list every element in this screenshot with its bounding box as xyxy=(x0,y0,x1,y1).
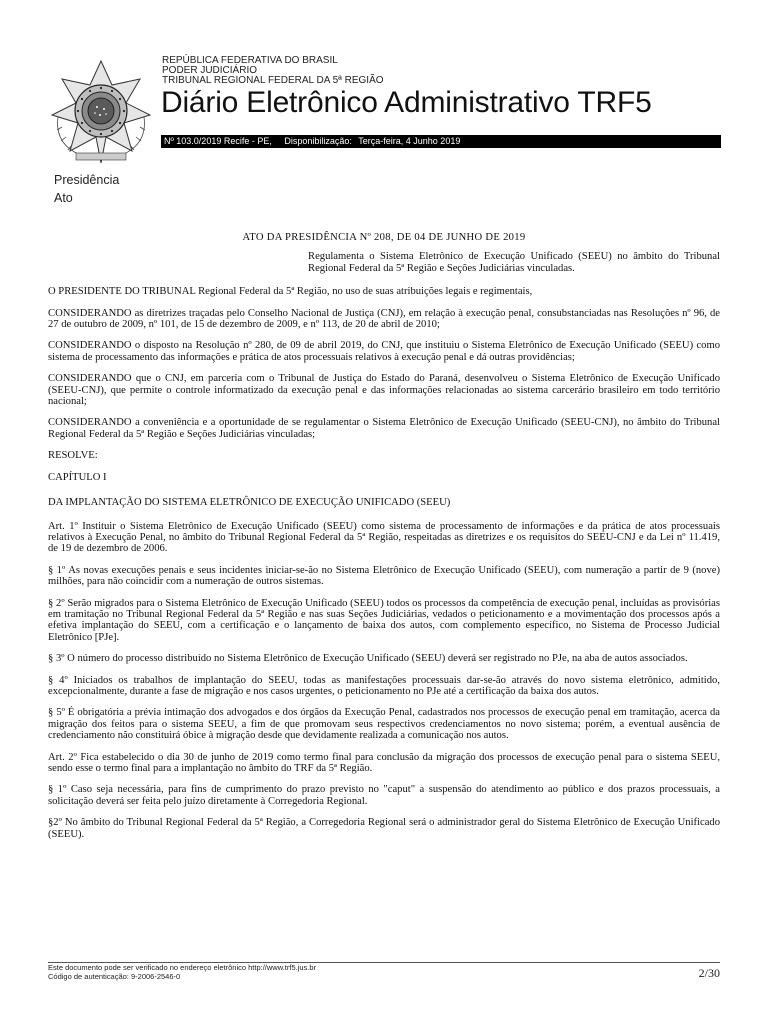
verification-note: Este documento pode ser verificado no endereço eletrônico http://www.trf5.jus.br xyxy=(48,963,317,972)
brazil-coat-of-arms-icon xyxy=(46,57,156,167)
article-paragraph: § 3º O número do processo distribuído no Sistema Eletrônico de Execução Unificado (SEEU) deverá ser registrado no PJe, na aba de autos associados. xyxy=(48,653,688,665)
considerando-paragraph: CONSIDERANDO a conveniência e a oportunidade de se regulamentar o Sistema Eletrônico de Execução Unificado (SEEU-CNJ), no âmbito do Tribunal Regional Federal da 5ª Região e Seções Judiciárias vinculadas; xyxy=(48,417,720,440)
article-paragraph: §2º No âmbito do Tribunal Regional Federal da 5ª Região, a Corregedoria Regional será o administrador geral do Sistema Eletrônico de Execução Unificado (SEEU). xyxy=(48,817,720,840)
article-paragraph: § 4º Iniciados os trabalhos de implantação do SEEU, todas as manifestações processuais dar-se-ão através do novo sistema eletrônico, admitido, excepcionalmente, durante a fase de migração e nos casos urgentes, o peticionamento no PJe até a certificação da baixa dos autos. xyxy=(48,674,720,697)
header-judiciary: PODER JUDICIÁRIO xyxy=(162,65,258,76)
resolve-label: RESOLVE: xyxy=(48,450,98,462)
article-paragraph: § 1º As novas execuções penais e seus incidentes iniciar-se-ão no Sistema Eletrônico de Execução Unificado (SEEU), com numeração a partir de 9 (nove) milhões, para não coincidir com a numeração de outros sistemas. xyxy=(48,564,720,588)
page-number: 2/30 xyxy=(698,966,720,980)
act-title: ATO DA PRESIDÊNCIA Nº 208, DE 04 DE JUNHO DE 2019 xyxy=(242,232,526,243)
header-republic: REPÚBLICA FEDERATIVA DO BRASIL xyxy=(162,55,338,66)
chapter-title: DA IMPLANTAÇÃO DO SISTEMA ELETRÔNICO DE EXECUÇÃO UNIFICADO (SEEU) xyxy=(48,497,451,509)
section-type: Ato xyxy=(54,191,73,205)
footer xyxy=(48,964,316,981)
article-paragraph: § 1º Caso seja necessária, para fins de cumprimento do prazo previsto no "caput" a suspensão do atendimento ao público e dos prazos processuais, a solicitação deverá ser feita pelo juízo diretamente à Corregedoria Regional. xyxy=(48,784,720,807)
act-ementa: Regulamenta o Sistema Eletrônico de Execução Unificado (SEEU) no âmbito do Tribunal Regional Federal da 5ª Região e Seções Judiciárias vinculadas. xyxy=(308,251,720,274)
header-court: TRIBUNAL REGIONAL FEDERAL DA 5ª REGIÃO xyxy=(162,75,384,86)
availability-label: Disponibilização: xyxy=(284,136,352,146)
article-paragraph: § 5º É obrigatória a prévia intimação dos advogados e dos órgãos da Execução Penal, cadastrados nos processos de execução penal em tramitação, acerca da migração dos feitos para o sistema SEEU, a fim de que promovam seus respectivos credenciamentos no novo sistema; porém, a eventual ausência de credenciamento não constituirá óbice à migração desde que devidamente realizada a comunicação nos autos. xyxy=(48,707,720,742)
considerando-paragraph: CONSIDERANDO que o CNJ, em parceria com o Tribunal de Justiça do Estado do Paraná, desenvolveu o Sistema Eletrônico de Execução Unificado (SEEU-CNJ), que permite o controle informatizado da execução penal e das informações relacionadas ao sistema carcerário brasileiro em todo território nacional; xyxy=(48,373,720,408)
article-paragraph: Art. 2º Fica estabelecido o dia 30 de junho de 2019 como termo final para conclusão da migração dos processos de execução penal para o sistema SEEU, sendo esse o termo final para a implantação no âmbito do TRF da 5ª Região. xyxy=(48,751,720,774)
considerando-paragraph: CONSIDERANDO as diretrizes traçadas pelo Conselho Nacional de Justiça (CNJ), em relação à execução penal, consubstanciadas nas Resoluções nº 96, de 27 de outubro de 2009, nº 101, de 15 de dezembro de 2009, e nº 113, de 20 de abril de 2010; xyxy=(48,307,720,331)
issue-bar xyxy=(161,135,721,148)
section-name: Presidência xyxy=(54,173,120,187)
authentication-code: Código de autenticação: 9-2006-2546-0 xyxy=(48,971,181,981)
journal-title: Diário Eletrônico Administrativo TRF5 xyxy=(161,86,652,119)
preamble-paragraph: O PRESIDENTE DO TRIBUNAL Regional Federal da 5ª Região, no uso de suas atribuições legais e regimentais, xyxy=(48,286,533,298)
issue-number: Nº 103.0/2019 Recife - PE, xyxy=(164,136,272,146)
availability-date: Terça-feira, 4 Junho 2019 xyxy=(358,136,461,146)
article-paragraph: Art. 1º Instituir o Sistema Eletrônico de Execução Unificado (SEEU) como sistema de processamento de informações e da prática de atos processuais relativos à Execução Penal, no âmbito do Tribunal Regional Federal da 5ª Região, respeitadas as diretrizes e os requisitos do SEEU-CNJ e da Lei nº 11.419, de 19 de dezembro de 2006. xyxy=(48,520,720,555)
article-paragraph: § 2º Serão migrados para o Sistema Eletrônico de Execução Unificado (SEEU) todos os processos da competência de execução penal, incluídas as provisórias em tramitação no Tribunal Regional Federal da 5ª Região e nas suas Seções Judiciárias, vedados o peticionamento e a movimentação dos processos após a efetiva implantação do SEEU, com a certificação e o lançamento de baixa dos autos, com complemento específico, no Sistema de Processo Judicial Eletrônico [PJe]. xyxy=(48,597,720,643)
considerando-paragraph: CONSIDERANDO o disposto na Resolução nº 280, de 09 de abril 2019, do CNJ, que instituiu o Sistema Eletrônico de Execução Unificado (SEEU) como sistema de processamento das informações e prática de atos processuais relativos à execução penal e dá outras providências; xyxy=(48,340,720,363)
act-body xyxy=(48,232,720,850)
chapter-heading: CAPÍTULO I xyxy=(48,471,107,483)
